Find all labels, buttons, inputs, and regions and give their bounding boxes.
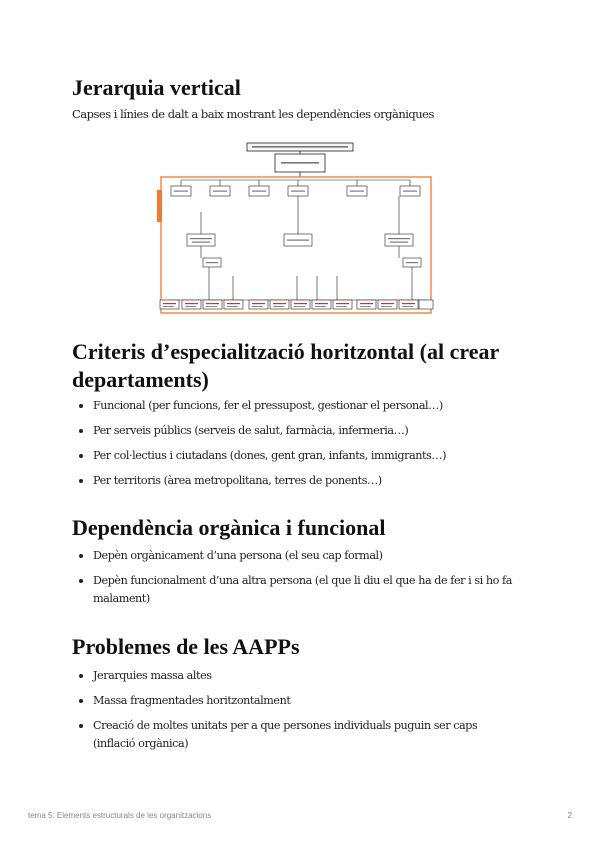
org-chart-leaf-box xyxy=(291,300,310,309)
org-chart-leaf-box xyxy=(312,300,331,309)
org-chart-diagram xyxy=(157,140,435,316)
list-item: Depèn orgànicament d’una persona (el seu cap formal) xyxy=(72,547,512,565)
org-chart-leaf-box xyxy=(357,300,376,309)
jerarquia-description: Capses i línies de dalt a baix mostrant les dependències orgàniques xyxy=(72,107,434,121)
heading-problemes: Problemes de les AAPPs xyxy=(72,634,300,659)
list-item: Per serveis públics (serveis de salut, farmàcia, infermeria…) xyxy=(72,422,512,440)
org-chart-leaf-box xyxy=(224,300,243,309)
criteris-list xyxy=(72,397,512,490)
org-chart-leaf-box xyxy=(399,300,418,309)
org-chart-leaf-box xyxy=(333,300,352,309)
org-chart-leaf-box xyxy=(160,300,179,309)
heading-jerarquia-vertical: Jerarquia vertical xyxy=(72,75,241,100)
org-chart-leaf-box xyxy=(270,300,289,309)
heading-criteris-line2: departaments) xyxy=(72,367,209,392)
list-item: Funcional (per funcions, fer el pressupost, gestionar el personal…) xyxy=(72,397,512,415)
org-chart-leaf-box xyxy=(249,300,268,309)
org-chart-leaf-box xyxy=(419,300,433,309)
problemes-list xyxy=(72,667,512,753)
footer-title: tema 5: Elements estructurals de les organitzacions xyxy=(28,811,212,820)
heading-criteris xyxy=(72,338,499,394)
list-item: Jerarquies massa altes xyxy=(72,667,512,685)
list-item: Creació de moltes unitats per a que persones individuals puguin ser caps (inflació orgànica) xyxy=(72,717,512,753)
org-chart-level3-box xyxy=(187,234,215,246)
org-chart-leaf-box xyxy=(378,300,397,309)
heading-dependencia: Dependència orgànica i funcional xyxy=(72,515,386,540)
dependencia-list xyxy=(72,547,512,608)
list-item: Massa fragmentades horitzontalment xyxy=(72,692,512,710)
page-number: 2 xyxy=(567,811,572,820)
org-chart-side-tab xyxy=(157,190,162,222)
list-item: Per col·lectius i ciutadans (dones, gent gran, infants, immigrants…) xyxy=(72,447,512,465)
org-chart-leaf-box xyxy=(203,300,222,309)
org-chart-level3-box xyxy=(385,234,413,246)
heading-criteris-line1: Criteris d’especialització horitzontal (al crear xyxy=(72,339,500,364)
list-item: Per territoris (àrea metropolitana, terres de ponents…) xyxy=(72,472,512,490)
list-item: Depèn funcionalment d’una altra persona (el que li diu el que ha de fer i si ho fa malament) xyxy=(72,572,512,608)
org-chart-leaf-box xyxy=(182,300,201,309)
